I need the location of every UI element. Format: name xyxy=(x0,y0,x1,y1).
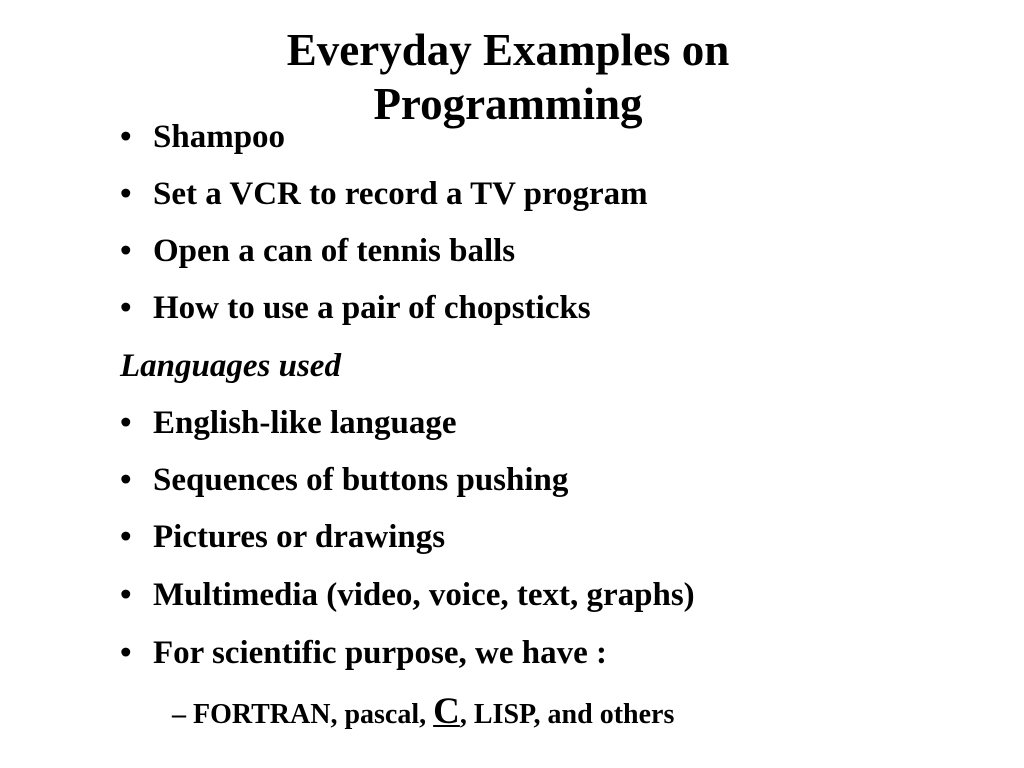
bullet-icon: • xyxy=(120,577,132,613)
language-item-label: Sequences of buttons pushing xyxy=(153,462,569,498)
example-item xyxy=(120,288,591,328)
example-item-label: Open a can of tennis balls xyxy=(153,233,516,269)
bullet-icon: • xyxy=(120,119,132,155)
example-item xyxy=(120,117,285,157)
slide-title-line-1: Everyday Examples on xyxy=(286,25,730,75)
sub-item-text-after: , LISP, and others xyxy=(459,699,675,730)
language-item-label: English-like language xyxy=(153,405,457,441)
language-item xyxy=(120,517,445,557)
example-item-label: Shampoo xyxy=(153,119,286,155)
bullet-icon: • xyxy=(120,176,132,212)
example-item xyxy=(120,174,648,214)
example-item-label: Set a VCR to record a TV program xyxy=(153,176,648,212)
dash-icon: – xyxy=(172,699,186,730)
language-item xyxy=(120,575,695,615)
slide-title xyxy=(0,23,1016,131)
bullet-icon: • xyxy=(120,405,132,441)
example-item-label: How to use a pair of chopsticks xyxy=(153,290,591,326)
bullet-icon: • xyxy=(120,290,132,326)
bullet-icon: • xyxy=(120,233,132,269)
language-item xyxy=(120,403,457,443)
example-item xyxy=(120,231,515,271)
language-item-label: Multimedia (video, voice, text, graphs) xyxy=(153,577,695,613)
language-item-label: For scientific purpose, we have : xyxy=(153,635,607,671)
bullet-icon: • xyxy=(120,635,132,671)
bullet-icon: • xyxy=(120,519,132,555)
c-language-link[interactable]: C xyxy=(433,691,460,732)
sub-item-text-before: FORTRAN, pascal, xyxy=(193,699,434,730)
language-item xyxy=(120,460,568,500)
language-item xyxy=(120,633,607,673)
language-sub-item xyxy=(172,692,674,735)
slide-title-line-2: Programming xyxy=(373,79,643,129)
languages-heading: Languages used xyxy=(120,348,341,384)
bullet-icon: • xyxy=(120,462,132,498)
language-item-label: Pictures or drawings xyxy=(153,519,446,555)
